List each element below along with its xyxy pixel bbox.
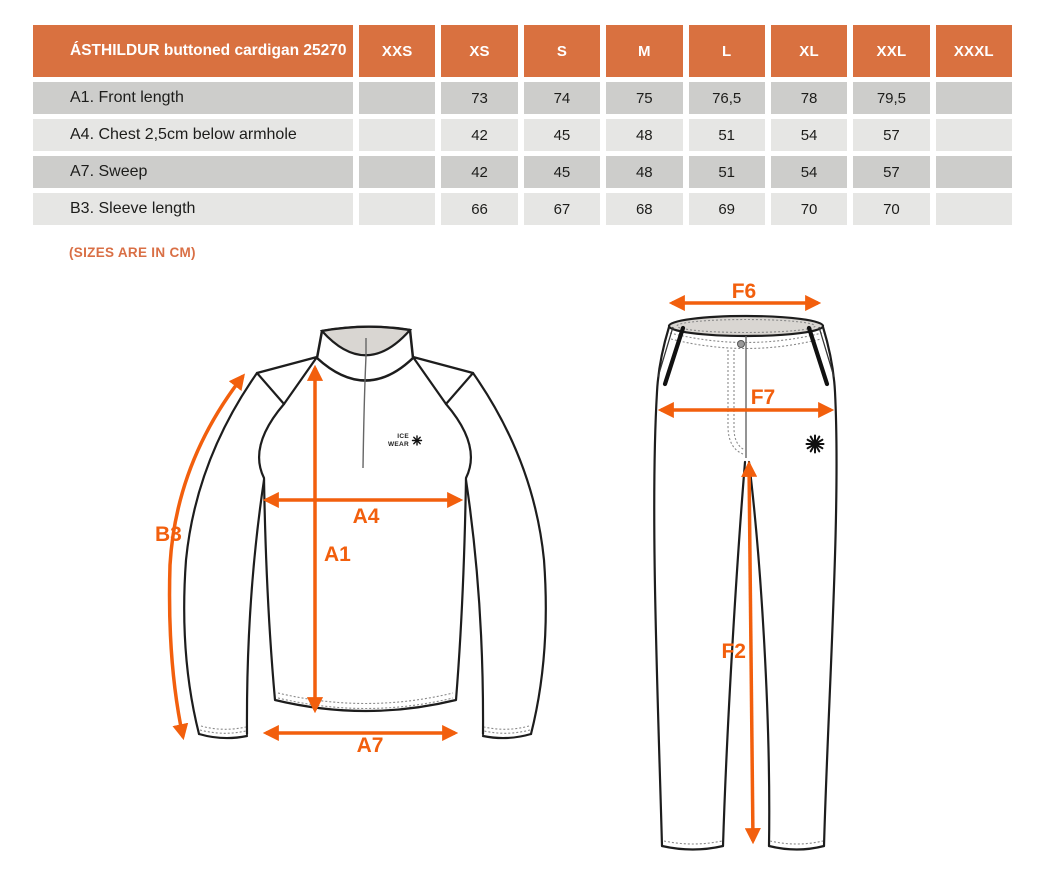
measurement-value-cell xyxy=(359,119,435,151)
measurement-value-cell xyxy=(936,119,1012,151)
garment-diagrams xyxy=(0,280,1041,896)
measurement-value-cell: 70 xyxy=(853,193,929,225)
measurement-value-cell: 78 xyxy=(771,82,847,114)
pants-right-pocket xyxy=(809,328,827,384)
a4-label: A4 xyxy=(352,505,380,528)
sweater-left-sleeve-outer xyxy=(184,373,257,734)
sweater-left-cuff-stitch xyxy=(201,726,246,729)
pants-left-hem xyxy=(662,846,723,850)
snowflake-icon xyxy=(413,436,422,445)
pants-left-hem-stitch xyxy=(664,841,722,844)
units-note: (SIZES ARE IN CM) xyxy=(69,245,196,260)
measurement-value-cell: 42 xyxy=(441,156,517,188)
measurement-value-cell: 66 xyxy=(441,193,517,225)
measurement-value-cell xyxy=(936,82,1012,114)
a7-label: A7 xyxy=(356,734,384,757)
measurement-value-cell: 45 xyxy=(524,156,600,188)
measurement-value-cell: 45 xyxy=(524,119,600,151)
size-column-header: M xyxy=(606,25,682,77)
measurement-value-cell xyxy=(936,156,1012,188)
sweater-hem-stitch xyxy=(278,693,453,704)
sweater-body xyxy=(259,404,471,711)
measurement-value-cell: 54 xyxy=(771,156,847,188)
icewear-logo xyxy=(388,433,422,448)
b3-label: B3 xyxy=(155,523,182,546)
logo-text-wear: WEAR xyxy=(387,441,409,448)
measurement-value-cell: 54 xyxy=(771,119,847,151)
logo-text-ice: ICE xyxy=(397,433,409,440)
measurement-value-cell: 79,5 xyxy=(853,82,929,114)
sweater-right-yoke xyxy=(413,357,473,404)
sweater-left-yoke xyxy=(257,357,317,404)
size-column-header: XXL xyxy=(853,25,929,77)
measurement-value-cell: 69 xyxy=(689,193,765,225)
sweater-left-sleeve-inner xyxy=(247,480,264,734)
pants-right-outer xyxy=(823,327,837,846)
pants-diagram xyxy=(654,280,836,850)
sweater-left-cuff-stitch xyxy=(200,730,246,733)
sweater-left-cuff xyxy=(199,734,247,738)
size-column-header: XS xyxy=(441,25,517,77)
sweater-zipper xyxy=(363,338,366,468)
pants-left-pocket xyxy=(665,328,683,384)
f2-arrow xyxy=(749,464,753,841)
size-column-header: XL xyxy=(771,25,847,77)
sweater-diagram xyxy=(155,327,546,757)
measurement-value-cell xyxy=(359,193,435,225)
measurement-value-cell: 57 xyxy=(853,119,929,151)
snowflake-icon xyxy=(807,436,824,453)
size-column-header: S xyxy=(524,25,600,77)
sweater-right-sleeve-outer xyxy=(473,373,546,734)
sweater-right-sleeve-inner xyxy=(466,480,483,734)
measurement-value-cell: 42 xyxy=(441,119,517,151)
measurement-value-cell: 48 xyxy=(606,119,682,151)
measurement-label-cell: A7. Sweep xyxy=(33,156,353,188)
pants-fly-stitch xyxy=(734,350,745,450)
pants-right-hem xyxy=(769,846,824,850)
measurement-value-cell: 76,5 xyxy=(689,82,765,114)
size-column-header: L xyxy=(689,25,765,77)
measurement-value-cell xyxy=(359,82,435,114)
measurement-value-cell: 70 xyxy=(771,193,847,225)
table-title-cell: ÁSTHILDUR buttoned cardigan 25270 xyxy=(33,25,353,77)
pants-left-outer xyxy=(654,327,669,846)
measurement-value-cell xyxy=(936,193,1012,225)
size-table xyxy=(33,25,1012,225)
f7-label: F7 xyxy=(750,386,776,409)
measurement-value-cell: 68 xyxy=(606,193,682,225)
measurement-value-cell: 73 xyxy=(441,82,517,114)
sweater-right-cuff-stitch xyxy=(484,726,529,729)
pants-button xyxy=(738,341,745,348)
measurement-value-cell: 51 xyxy=(689,156,765,188)
measurement-value-cell: 67 xyxy=(524,193,600,225)
measurement-value-cell: 75 xyxy=(606,82,682,114)
a1-label: A1 xyxy=(324,543,351,566)
measurement-label-cell: A4. Chest 2,5cm below armhole xyxy=(33,119,353,151)
measurement-value-cell: 48 xyxy=(606,156,682,188)
f2-label: F2 xyxy=(721,640,746,663)
measurement-label-cell: A1. Front length xyxy=(33,82,353,114)
size-column-header: XXXL xyxy=(936,25,1012,77)
measurement-value-cell: 74 xyxy=(524,82,600,114)
measurement-value-cell: 51 xyxy=(689,119,765,151)
size-column-header: XXS xyxy=(359,25,435,77)
measurement-label-cell: B3. Sleeve length xyxy=(33,193,353,225)
sweater-right-cuff xyxy=(483,734,531,738)
pants-right-hem-stitch xyxy=(770,841,823,844)
f6-label: F6 xyxy=(731,280,757,303)
measurement-value-cell xyxy=(359,156,435,188)
b3-arrow xyxy=(170,376,243,737)
sweater-right-cuff-stitch xyxy=(484,730,530,733)
measurement-value-cell: 57 xyxy=(853,156,929,188)
